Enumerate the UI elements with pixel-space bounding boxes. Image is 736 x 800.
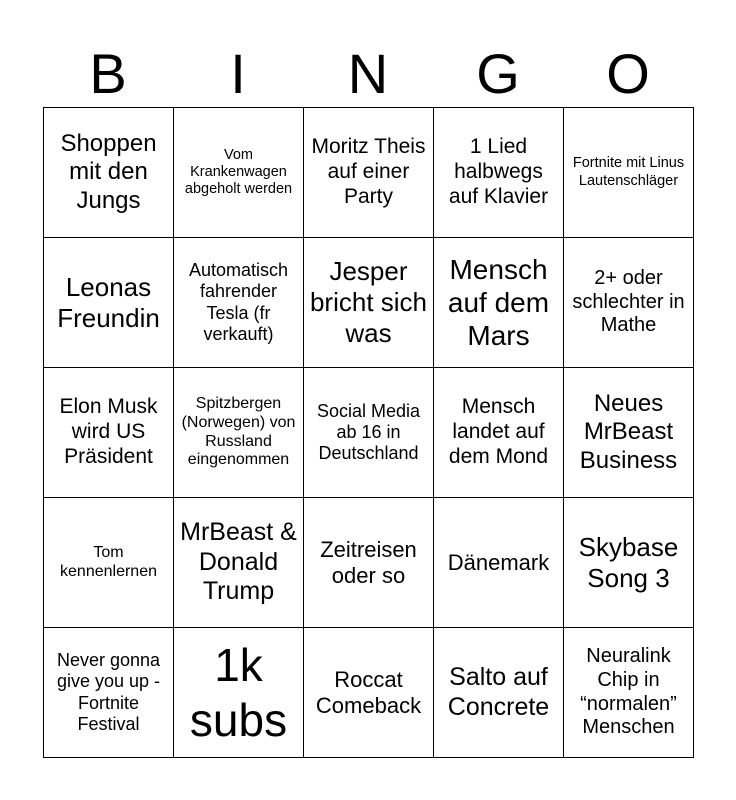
bingo-cell[interactable]: Spitzbergen (Norwegen) von Russland eingenommen bbox=[174, 368, 304, 498]
bingo-cell[interactable]: 2+ oder schlechter in Mathe bbox=[564, 238, 694, 368]
bingo-cell[interactable]: 1 Lied halbwegs auf Klavier bbox=[434, 108, 564, 238]
bingo-cell[interactable]: Shoppen mit den Jungs bbox=[44, 108, 174, 238]
bingo-cell[interactable]: MrBeast & Donald Trump bbox=[174, 498, 304, 628]
bingo-cell[interactable]: 1k subs bbox=[174, 628, 304, 758]
bingo-row bbox=[44, 498, 694, 628]
bingo-cell[interactable]: Skybase Song 3 bbox=[564, 498, 694, 628]
bingo-cell[interactable]: Elon Musk wird US Präsident bbox=[44, 368, 174, 498]
bingo-cell[interactable]: Jesper bricht sich was bbox=[304, 238, 434, 368]
bingo-cell[interactable]: Fortnite mit Linus Lautenschläger bbox=[564, 108, 694, 238]
header-letter-b: B bbox=[89, 42, 127, 105]
bingo-cell[interactable]: Salto auf Concrete bbox=[434, 628, 564, 758]
bingo-row bbox=[44, 628, 694, 758]
header-letter-o: O bbox=[606, 42, 650, 105]
bingo-row bbox=[44, 368, 694, 498]
bingo-cell[interactable]: Mensch auf dem Mars bbox=[434, 238, 564, 368]
bingo-cell[interactable]: Tom kennenlernen bbox=[44, 498, 174, 628]
bingo-row bbox=[44, 108, 694, 238]
bingo-cell[interactable]: Neuralink Chip in “normalen” Menschen bbox=[564, 628, 694, 758]
bingo-cell[interactable]: Neues MrBeast Business bbox=[564, 368, 694, 498]
bingo-cell[interactable]: Zeitreisen oder so bbox=[304, 498, 434, 628]
header-letter-g: G bbox=[476, 42, 520, 105]
bingo-cell[interactable]: Never gonna give you up - Fortnite Festival bbox=[44, 628, 174, 758]
bingo-cell[interactable]: Mensch landet auf dem Mond bbox=[434, 368, 564, 498]
bingo-cell[interactable]: Social Media ab 16 in Deutschland bbox=[304, 368, 434, 498]
header-letter-n: N bbox=[347, 42, 389, 105]
bingo-header bbox=[43, 40, 693, 108]
header-letter-i: I bbox=[230, 42, 246, 105]
bingo-cell[interactable]: Moritz Theis auf einer Party bbox=[304, 108, 434, 238]
bingo-cell[interactable]: Dänemark bbox=[434, 498, 564, 628]
bingo-row bbox=[44, 238, 694, 368]
bingo-grid bbox=[43, 107, 694, 758]
bingo-cell[interactable]: Roccat Comeback bbox=[304, 628, 434, 758]
bingo-cell[interactable]: Vom Krankenwagen abgeholt werden bbox=[174, 108, 304, 238]
bingo-cell[interactable]: Automatisch fahrender Tesla (fr verkauft) bbox=[174, 238, 304, 368]
bingo-cell[interactable]: Leonas Freundin bbox=[44, 238, 174, 368]
